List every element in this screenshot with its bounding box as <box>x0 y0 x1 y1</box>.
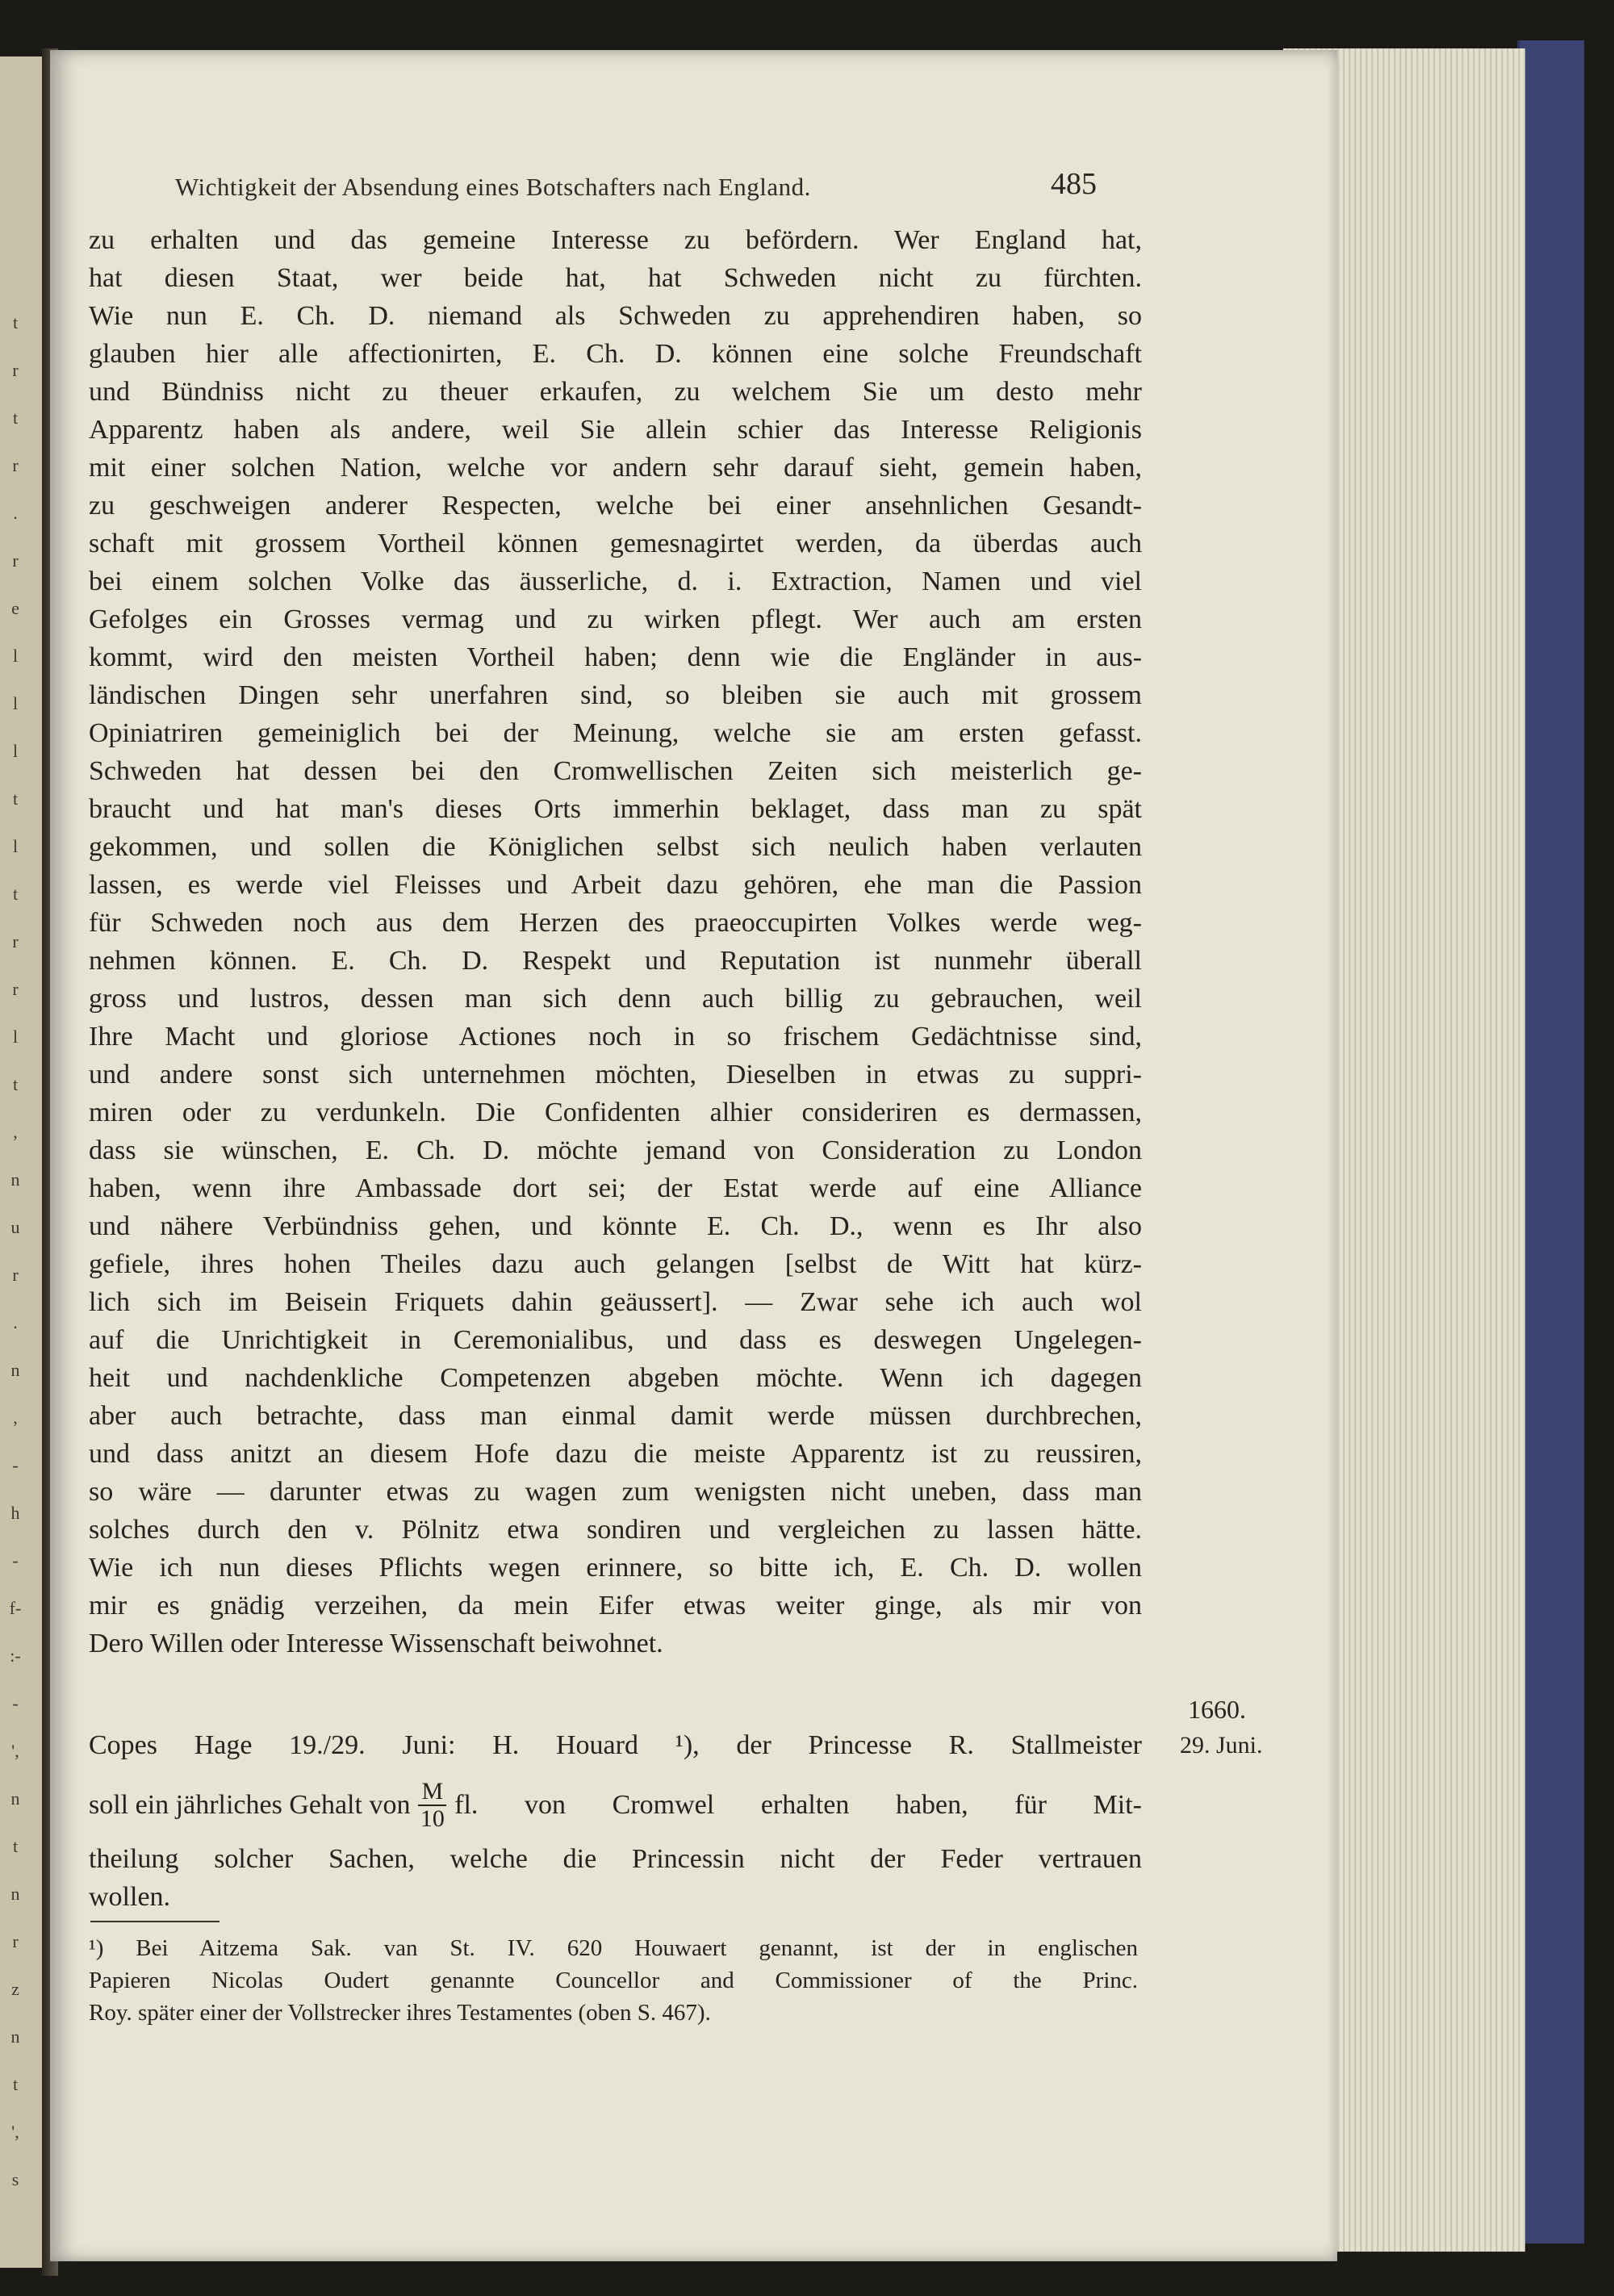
left-page-fragments <box>3 299 27 2203</box>
body-line: hat diesen Staat, wer beide hat, hat Schweden nicht zu fürchten. <box>89 263 1142 293</box>
margin-year: 1660. <box>1188 1695 1246 1724</box>
left-page-fragment: , <box>13 1122 18 1142</box>
body-line: auf die Unrichtigkeit in Ceremonialibus, und dass es deswegen Ungelegen- <box>89 1325 1142 1355</box>
body-line: mit einer solchen Nation, welche vor andern sehr darauf sieht, gemein haben, <box>89 453 1142 483</box>
copes-hage-line: Copes Hage 19./29. Juni: H. Houard ¹), der Princesse R. Stallmeister <box>89 1730 1142 1760</box>
body-line: Dero Willen oder Interesse Wissenschaft beiwohnet. <box>89 1629 663 1658</box>
fraction-numerator: M <box>418 1779 446 1806</box>
body-line: braucht und hat man's dieses Orts immerhin beklaget, dass man zu spät <box>89 794 1142 824</box>
fraction <box>418 1779 446 1832</box>
left-page-fragment: r <box>12 979 19 999</box>
body-line: haben, wenn ihre Ambassade dort sei; der Estat werde auf eine Alliance <box>89 1173 1142 1203</box>
left-page-fragment: r <box>12 455 19 475</box>
footnote-line: ¹) Bei Aitzema Sak. van St. IV. 620 Houwaert genannt, ist der in englischen <box>89 1935 1138 1961</box>
left-page-fragment: l <box>12 836 19 856</box>
body-line: Wie ich nun dieses Pflichts wegen erinnere, so bitte ich, E. Ch. D. wollen <box>89 1553 1142 1583</box>
left-page-fragment: . <box>13 1312 18 1332</box>
body-line: kommt, wird den meisten Vortheil haben; denn wie die Engländer in aus- <box>89 642 1142 672</box>
body-line: und nähere Verbündniss gehen, und könnte E. Ch. D., wenn es Ihr also <box>89 1211 1142 1241</box>
footnote-line: Papieren Nicolas Oudert genannte Councellor and Commissioner of the Princ. <box>89 1968 1138 1993</box>
body-line: Ihre Macht und gloriose Actiones noch in so frischem Gedächtnisse sind, <box>89 1022 1142 1052</box>
left-page-fragment: ', <box>11 1741 19 1761</box>
left-page-fragment: l <box>12 693 19 713</box>
left-page-edge <box>0 56 42 2268</box>
left-page-fragment: r <box>12 1931 19 1951</box>
left-page-fragment: :- <box>10 1646 21 1666</box>
body-line: heit und nachdenkliche Competenzen abgeben möchte. Wenn ich dagegen <box>89 1363 1142 1393</box>
fraction-denominator: 10 <box>420 1805 445 1832</box>
body-line: zu erhalten und das gemeine Interesse zu befördern. Wer England hat, <box>89 225 1142 255</box>
fraction-line-after: fl. von Cromwel erhalten haben, für Mit- <box>454 1790 1142 1820</box>
footnotes <box>89 1932 1138 2029</box>
body-line: lich sich im Beisein Friquets dahin geäussert]. — Zwar sehe ich auch wol <box>89 1287 1142 1317</box>
body-line: miren oder zu verdunkeln. Die Confidenten alhier consideriren es dermassen, <box>89 1098 1142 1127</box>
left-page-fragment: r <box>12 1265 19 1285</box>
left-page-fragment: s <box>11 2169 19 2189</box>
page-number: 485 <box>1051 167 1097 201</box>
body-line: mir es gnädig verzeihen, da mein Eifer etwas weiter ginge, als mir von <box>89 1591 1142 1621</box>
body-line: solches durch den v. Pölnitz etwa sondiren und vergleichen zu lassen hätte. <box>89 1515 1142 1545</box>
left-page-fragment: n <box>10 1360 20 1380</box>
body-line: Apparentz haben als andere, weil Sie allein schier das Interesse Religionis <box>89 415 1142 445</box>
body-line: nehmen können. E. Ch. D. Respekt und Reputation ist nunmehr überall <box>89 946 1142 976</box>
body-line: und Bündniss nicht zu theuer erkaufen, zu welchem Sie um desto mehr <box>89 377 1142 407</box>
left-page-fragment: t <box>12 408 19 428</box>
body-line: Gefolges ein Grosses vermag und zu wirken pflegt. Wer auch am ersten <box>89 604 1142 634</box>
left-page-fragment: r <box>12 931 19 951</box>
body-line: bei einem solchen Volke das äusserliche, d. i. Extraction, Namen und viel <box>89 567 1142 596</box>
left-page-fragment: u <box>10 1217 20 1237</box>
book-cover-edge <box>1517 40 1584 2244</box>
left-page-fragment: t <box>12 1074 19 1094</box>
body-line: gekommen, und sollen die Königlichen selbst sich neulich haben verlauten <box>89 832 1142 862</box>
body-line: gross und lustros, dessen man sich denn auch billig zu gebrauchen, weil <box>89 984 1142 1014</box>
body-line: glauben hier alle affectionirten, E. Ch. D. können eine solche Freundschaft <box>89 339 1142 369</box>
left-page-fragment: l <box>12 741 19 761</box>
body-line: Wie nun E. Ch. D. niemand als Schweden zu apprehendiren haben, so <box>89 301 1142 331</box>
left-page-fragment: l <box>12 1027 19 1047</box>
left-page-fragment: - <box>12 1455 19 1475</box>
left-page-fragment: , <box>13 1407 18 1428</box>
margin-date: 29. Juni. <box>1180 1732 1263 1759</box>
left-page-fragment: f- <box>9 1598 22 1618</box>
left-page-fragment: ', <box>11 2122 19 2142</box>
left-page-fragment: t <box>12 884 19 904</box>
running-head: Wichtigkeit der Absendung eines Botschafters nach England. <box>175 173 811 201</box>
left-page-fragment: r <box>12 550 19 571</box>
left-page-fragment: - <box>12 1550 19 1570</box>
body-line: zu geschweigen anderer Respecten, welche bei einer ansehnlichen Gesandt- <box>89 491 1142 521</box>
body-line: für Schweden noch aus dem Herzen des praeoccupirten Volkes werde weg- <box>89 908 1142 938</box>
fraction-line-before: soll ein jährliches Gehalt von <box>89 1790 411 1820</box>
continuation-lines <box>89 1842 1142 1918</box>
footnote-rule <box>90 1921 220 1922</box>
left-page-fragment: . <box>13 503 18 523</box>
left-page-fragment: t <box>12 1836 19 1856</box>
body-line: ländischen Dingen sehr unerfahren sind, so bleiben sie auch mit grossem <box>89 680 1142 710</box>
body-line: schaft mit grossem Vortheil können gemesnagirtet werden, da überdas auch <box>89 529 1142 558</box>
left-page-fragment: l <box>12 646 19 666</box>
body-line: Schweden hat dessen bei den Cromwellischen Zeiten sich meisterlich ge- <box>89 756 1142 786</box>
left-page-fragment: t <box>12 2074 19 2094</box>
left-page-fragment: - <box>12 1693 19 1713</box>
body-text <box>89 221 1142 1662</box>
left-page-fragment: n <box>10 1169 20 1190</box>
left-page-fragment: n <box>10 2026 20 2047</box>
left-page-fragment: n <box>10 1884 20 1904</box>
left-page-fragment: z <box>11 1979 19 1999</box>
footnote-line: Roy. später einer der Vollstrecker ihres Testamentes (oben S. 467). <box>89 2000 711 2026</box>
body-line: Opiniatriren gemeiniglich bei der Meinung, welche sie am ersten gefasst. <box>89 718 1142 748</box>
left-page-fragment: t <box>12 312 19 332</box>
continuation-line: wollen. <box>89 1882 171 1912</box>
left-page-fragment: h <box>10 1503 20 1523</box>
left-page-fragment: e <box>11 598 19 618</box>
left-page-fragment: n <box>10 1788 20 1809</box>
body-line: lassen, es werde viel Fleisses und Arbeit dazu gehören, ehe man die Passion <box>89 870 1142 900</box>
book-page <box>50 50 1337 2261</box>
left-page-fragment: t <box>12 788 19 809</box>
body-line: dass sie wünschen, E. Ch. D. möchte jemand von Consideration zu London <box>89 1135 1142 1165</box>
fraction-line <box>89 1779 1142 1832</box>
left-page-fragment: r <box>12 360 19 380</box>
body-line: so wäre — darunter etwas zu wagen zum wenigsten nicht uneben, dass man <box>89 1477 1142 1507</box>
body-line: aber auch betrachte, dass man einmal damit werde müssen durchbrechen, <box>89 1401 1142 1431</box>
body-line: gefiele, ihres hohen Theiles dazu auch gelangen [selbst de Witt hat kürz- <box>89 1249 1142 1279</box>
continuation-line: theilung solcher Sachen, welche die Princessin nicht der Feder vertrauen <box>89 1844 1142 1874</box>
body-line: und andere sonst sich unternehmen möchten, Dieselben in etwas zu suppri- <box>89 1060 1142 1089</box>
body-line: und dass anitzt an diesem Hofe dazu die meiste Apparentz ist zu reussiren, <box>89 1439 1142 1469</box>
